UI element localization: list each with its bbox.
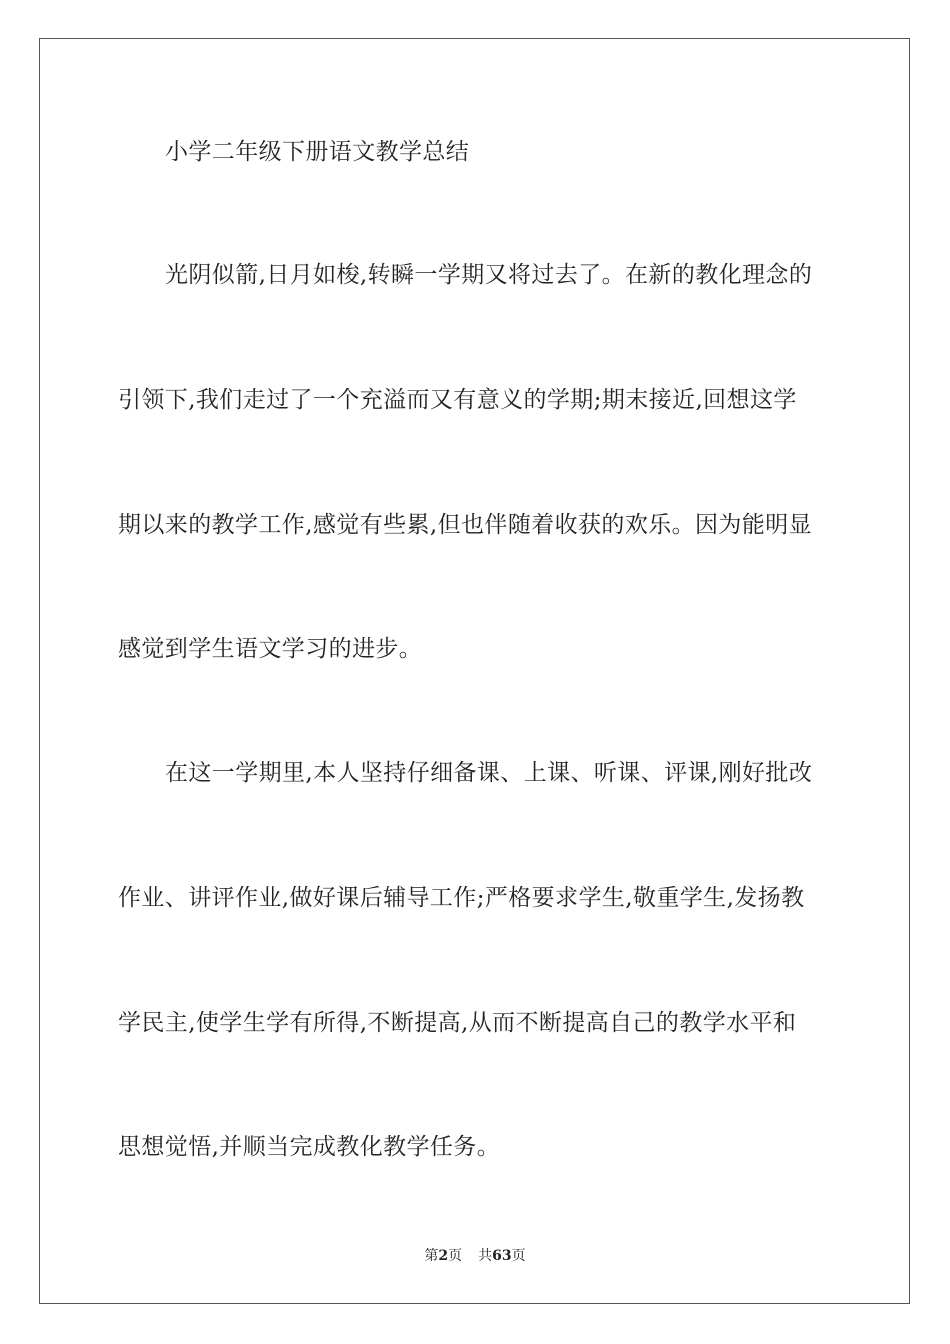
document-title: 小学二年级下册语文教学总结: [165, 139, 470, 165]
paragraph-2-line-3: 学民主,使学生学有所得,不断提高,从而不断提高自己的教学水平和: [118, 1010, 797, 1036]
paragraph-1-line-1: 光阴似箭,日月如梭,转瞬一学期又将过去了。在新的教化理念的: [165, 262, 813, 288]
footer-total-suffix: 页: [511, 1248, 526, 1264]
paragraph-1-line-2: 引领下,我们走过了一个充溢而又有意义的学期;期末接近,回想这学: [118, 387, 797, 413]
paragraph-2-line-1: 在这一学期里,本人坚持仔细备课、上课、听课、评课,刚好批改: [165, 760, 813, 786]
page-border: [39, 38, 910, 1304]
paragraph-1-line-3: 期以来的教学工作,感觉有些累,但也伴随着收获的欢乐。因为能明显: [118, 512, 813, 538]
footer-page-number: 2: [438, 1248, 449, 1264]
footer-page-suffix: 页: [448, 1248, 463, 1264]
paragraph-2-line-4: 思想觉悟,并顺当完成教化教学任务。: [118, 1134, 501, 1160]
footer-page-prefix: 第: [424, 1248, 439, 1264]
footer-total-prefix: 共: [478, 1248, 493, 1264]
footer-total-pages: 63: [492, 1248, 512, 1264]
paragraph-1-line-4: 感觉到学生语文学习的进步。: [118, 636, 423, 662]
page-footer: [0, 1247, 950, 1265]
paragraph-2-line-2: 作业、讲评作业,做好课后辅导工作;严格要求学生,敬重学生,发扬教: [118, 885, 805, 911]
